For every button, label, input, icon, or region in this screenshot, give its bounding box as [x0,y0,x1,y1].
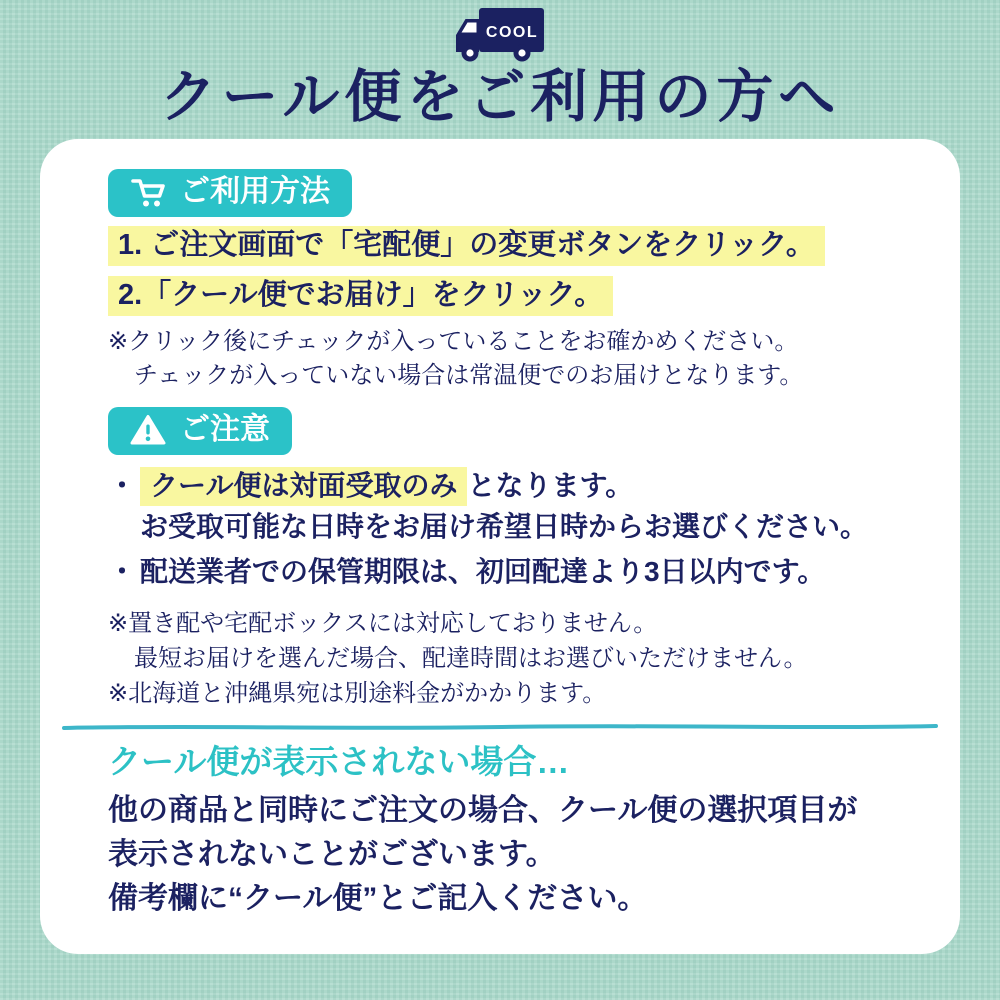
fallback-line-1: 他の商品と同時にご注文の場合、クール便の選択項目が [108,793,858,827]
usage-note [108,325,914,393]
caution-bullet-1-highlight: クール便は対面受取のみ [140,467,467,506]
usage-steps [108,225,914,315]
caution-note-line-2: 最短お届けを選んだ場合、配達時間はお選びいただけません。 [134,644,808,672]
cool-truck-icon [452,6,548,64]
caution-notes [108,606,914,711]
caution-note-line-1: ※置き配や宅配ボックスには対応しておりません。 [108,609,658,637]
truck-cool-label: COOL [485,24,539,41]
usage-note-line-1: ※クリック後にチェックが入っていることをお確かめください。 [108,327,799,355]
caution-bullet-2 [108,551,914,592]
warning-icon [130,414,166,446]
caution-section [108,393,914,711]
caution-bullet-1-line2: お受取可能な日時をお届け希望日時からお選びください。 [140,510,869,542]
caution-badge-label: ご注意 [180,412,270,446]
usage-section [108,169,914,393]
fallback-section [108,743,914,921]
usage-badge-label: ご利用方法 [180,174,330,208]
fallback-paragraph [108,789,914,921]
usage-note-line-2: チェックが入っていない場合は常温便でのお届けとなります。 [134,361,804,389]
cart-icon [130,176,166,208]
usage-badge [108,169,352,217]
section-divider [62,723,938,731]
bullet-marker: ・ [108,469,137,501]
caution-bullet-1-text [140,465,633,506]
caution-bullets [108,465,914,592]
info-card [40,139,960,954]
usage-step-2-text: 2.「クール便でお届け」をクリック。 [108,276,613,316]
fallback-line-3: 備考欄に“クール便”とご記入ください。 [108,881,648,915]
fallback-line-2: 表示されないことがございます。 [108,837,556,871]
fallback-heading: クール便が表示されない場合… [108,742,570,780]
usage-step-1 [108,225,914,265]
caution-badge [108,407,292,455]
page-title: クール便をご利用の方へ [159,65,841,129]
bullet-marker: ・ [108,555,137,587]
usage-step-1-text: 1. ご注文画面で「宅配便」の変更ボタンをクリック。 [108,226,825,266]
caution-bullet-1-rest: となります。 [467,469,634,501]
header [0,0,1000,129]
usage-step-2 [108,275,914,315]
caution-bullet-2-text: 配送業者での保管期限は、初回配達より3日以内です。 [140,555,826,587]
caution-note-line-3: ※北海道と沖縄県宛は別途料金がかかります。 [108,679,607,707]
caution-bullet-1 [108,465,914,506]
